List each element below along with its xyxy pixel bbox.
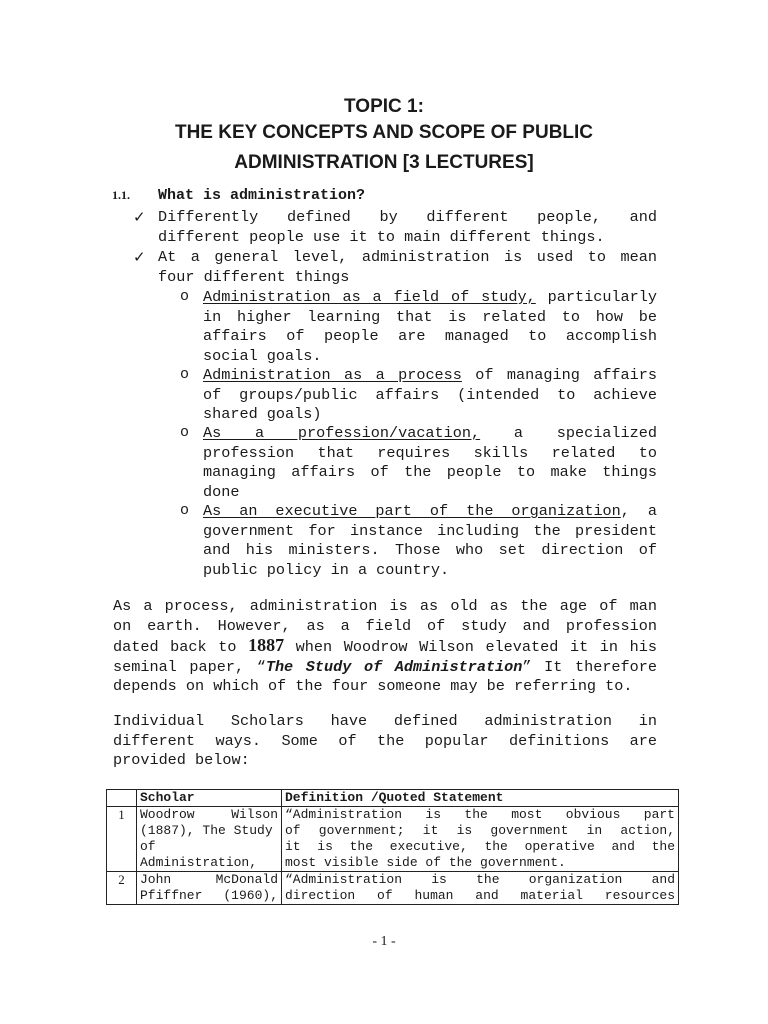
- bullet-2: [158, 248, 657, 287]
- section-number: 1.1.: [112, 188, 130, 202]
- scholar-cell: John McDonald Pfiffner (1960),: [137, 872, 282, 905]
- check-icon: ✓: [133, 208, 146, 226]
- bullet-1: [158, 208, 657, 247]
- sub-item-4: As an executive part of the organization, a government for instance including the president and his ministers. Those who set direction of public policy in a country.: [203, 502, 658, 579]
- section-title: What is administration?: [158, 187, 366, 204]
- page-title-line1: THE KEY CONCEPTS AND SCOPE OF PUBLIC: [174, 122, 594, 143]
- sub-item-2: Administration as a process of managing affairs of groups/public affairs (intended to achieve shared goals): [203, 366, 658, 423]
- sub-bullet-marker: o: [180, 288, 190, 305]
- table-header: Scholar: [137, 790, 282, 807]
- topic-number: TOPIC 1:: [344, 96, 424, 117]
- bullet-1-line1: Differently defined by different people, and: [158, 208, 657, 226]
- definition-cell: “Administration is the most obvious part of government; it is government in action, it is the executive, the operative and the most visible side of the government.: [282, 807, 679, 872]
- section-heading: [112, 187, 365, 204]
- row-number: 2: [107, 872, 137, 905]
- paragraph-definitions-intro: Individual Scholars have defined administration in different ways. Some of the popular definitions are provided below:: [113, 712, 657, 769]
- sub-bullet-marker: o: [180, 366, 190, 383]
- sub-item-4-term: As an executive part of the organization: [203, 502, 621, 520]
- sub-item-2-term: Administration as a process: [203, 366, 462, 384]
- definitions-table: [106, 789, 679, 905]
- paper-title: The Study of Administration: [265, 657, 523, 676]
- table-header: [107, 790, 137, 807]
- bullet-2-line2: four different things: [158, 267, 350, 286]
- page-number: - 1 -: [372, 934, 396, 949]
- bullet-2-line1: At a general level, administration is used to mean: [158, 248, 657, 266]
- definition-cell: “Administration is the organization and direction of human and material resources: [282, 872, 679, 905]
- sub-item-3: As a profession/vacation, a specialized profession that requires skills related to managing affairs of the people to make things done: [203, 424, 657, 501]
- table-header: Definition /Quoted Statement: [282, 790, 679, 807]
- check-icon: ✓: [133, 248, 146, 266]
- sub-item-1: Administration as a field of study, particularly in higher learning that is related to how be affairs of people are managed to accomplish social goals.: [203, 288, 658, 365]
- table-row: [107, 872, 679, 905]
- scholar-cell: Woodrow Wilson (1887), The Study of Administration,: [137, 807, 282, 872]
- bullet-1-line2: different people use it to main different things.: [158, 227, 605, 246]
- table-header-row: [107, 790, 679, 807]
- table-row: [107, 807, 679, 872]
- row-number: 1: [107, 807, 137, 872]
- page-title-line2: ADMINISTRATION [3 LECTURES]: [234, 152, 534, 173]
- year: 1887: [248, 635, 285, 655]
- sub-item-3-term: As a profession/vacation,: [203, 424, 481, 442]
- sub-bullet-marker: o: [180, 502, 190, 519]
- sub-item-1-term: Administration as a field of study,: [203, 288, 536, 306]
- sub-bullet-marker: o: [180, 424, 190, 441]
- paragraph-history: As a process, administration is as old as the age of man on earth. However, as a field of study and profession dated back to 1887 when Woodrow Wilson elevated it in his seminal paper, “The Study of Administration” It therefore depends on which of the four someone may be referring to.: [113, 597, 657, 695]
